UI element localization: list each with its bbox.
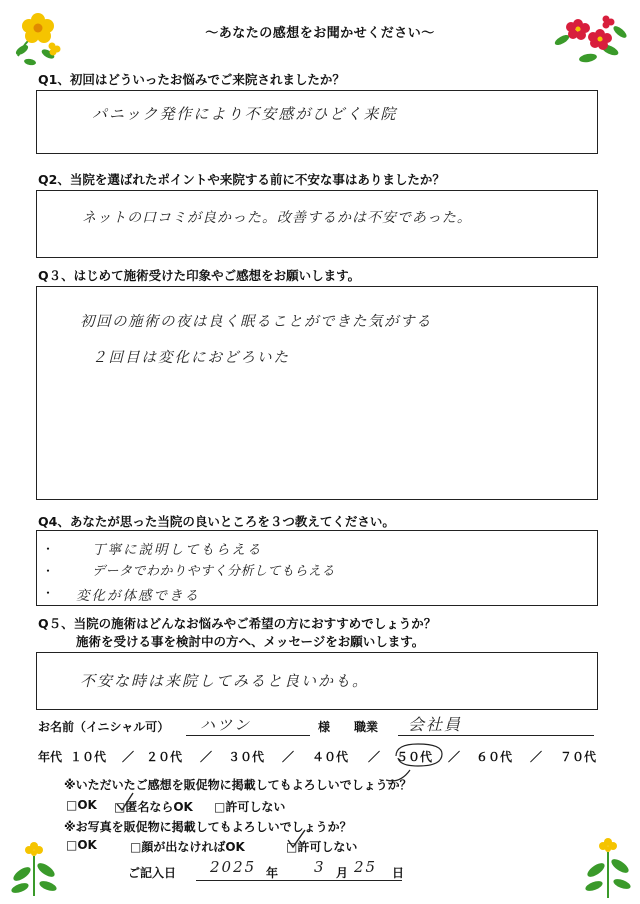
q2-question: Q2、当院を選ばれたポイントや来院する前に不安な事はありましたか？ xyxy=(38,172,445,187)
name-label: お名前（イニシャル可） xyxy=(38,720,170,734)
age-option-50[interactable]: ５０代 xyxy=(396,750,433,764)
age-option-10[interactable]: １０代 xyxy=(70,750,107,764)
q2-answer: ネットの口コミが良かった。改善するかは不安であった。 xyxy=(82,210,472,226)
age-option-40[interactable]: ４０代 xyxy=(312,750,349,764)
q3-answer-line-1: 初回の施術の夜は良く眠ることができた気がする xyxy=(80,314,432,330)
date-month[interactable]: 3 xyxy=(314,858,326,876)
age-sep-1: ／ xyxy=(122,750,135,764)
q4-answer-1: 丁寧に説明してもらえる xyxy=(92,542,263,558)
consent2-question: ※お写真を販促物に掲載してもよろしいでしょうか？ xyxy=(64,820,352,834)
consent1-arrow-icon xyxy=(384,766,414,786)
date-month-unit: 月 xyxy=(336,866,349,880)
q5-answer: 不安な時は来院してみると良いかも。 xyxy=(80,672,370,690)
sama-label: 様 xyxy=(318,720,331,734)
age-option-60[interactable]: ６０代 xyxy=(476,750,513,764)
date-day-unit: 日 xyxy=(392,866,405,880)
date-underline xyxy=(196,880,402,881)
consent1-ok-checkbox[interactable]: □OK xyxy=(66,798,97,812)
name-value[interactable]: ハツン xyxy=(200,716,252,734)
consent2-check-mark-icon xyxy=(284,828,308,852)
q3-question: Q３、はじめて施術受けた印象やご感想をお願いします。 xyxy=(38,268,361,283)
q4-answer-2: データでわかりやすく分析してもらえる xyxy=(92,564,336,579)
consent2-ok-checkbox[interactable]: □OK xyxy=(66,838,97,852)
q1-question: Q1、初回はどういったお悩みでご来院されましたか？ xyxy=(38,72,345,87)
bottom-right-flower-icon xyxy=(580,830,636,900)
q4-bullet-1: ・ xyxy=(42,542,55,556)
q5-question-line-1: Q５、当院の施術はどんなお悩みやご希望の方におすすめでしょうか？ xyxy=(38,616,437,631)
age-sep-3: ／ xyxy=(282,750,295,764)
consent1-check-mark-icon xyxy=(114,790,136,814)
age-option-70[interactable]: ７０代 xyxy=(560,750,597,764)
q4-bullet-2: ・ xyxy=(42,564,55,578)
q4-question: Q4、あなたが思った当院の良いところを３つ教えてください。 xyxy=(38,514,395,529)
age-option-20[interactable]: ２０代 xyxy=(146,750,183,764)
consent1-deny-checkbox[interactable]: □許可しない xyxy=(214,800,286,814)
age-sep-6: ／ xyxy=(530,750,543,764)
job-value[interactable]: 会社員 xyxy=(408,715,463,734)
job-underline xyxy=(398,735,594,736)
date-year-unit: 年 xyxy=(266,866,279,880)
bottom-left-flower-icon xyxy=(6,836,62,898)
date-label: ご記入日 xyxy=(128,866,177,880)
q1-answer: パニック発作により不安感がひどく来院 xyxy=(92,105,398,123)
consent2-no-face-checkbox[interactable]: □顔が出なければOK xyxy=(130,840,245,854)
age-sep-2: ／ xyxy=(200,750,213,764)
q4-answer-3: 変化が体感できる xyxy=(76,588,200,604)
q5-question-line-2: 施術を受ける事を検討中の方へ、メッセージをお願いします。 xyxy=(76,634,425,649)
consent1-anonymous-checkbox[interactable]: □匿名ならOK xyxy=(114,800,193,814)
age-sep-4: ／ xyxy=(368,750,381,764)
age-label: 年代 xyxy=(38,750,63,764)
age-sep-5: ／ xyxy=(448,750,461,764)
q4-bullet-3: ・ xyxy=(42,586,55,600)
age-option-30[interactable]: ３０代 xyxy=(228,750,265,764)
job-label: 職業 xyxy=(354,720,379,734)
form-title: ～あなたの感想をお聞かせください～ xyxy=(205,26,435,41)
consent1-question: ※いただいたご感想を販促物に掲載してもよろしいでしょうか？ xyxy=(64,778,412,792)
date-year[interactable]: 2025 xyxy=(210,858,257,876)
q3-answer-line-2: ２回目は変化におどろいた xyxy=(92,350,290,366)
date-day[interactable]: 25 xyxy=(354,858,378,876)
consent2-deny-checkbox[interactable]: □許可しない xyxy=(286,840,358,854)
name-underline xyxy=(186,735,310,736)
